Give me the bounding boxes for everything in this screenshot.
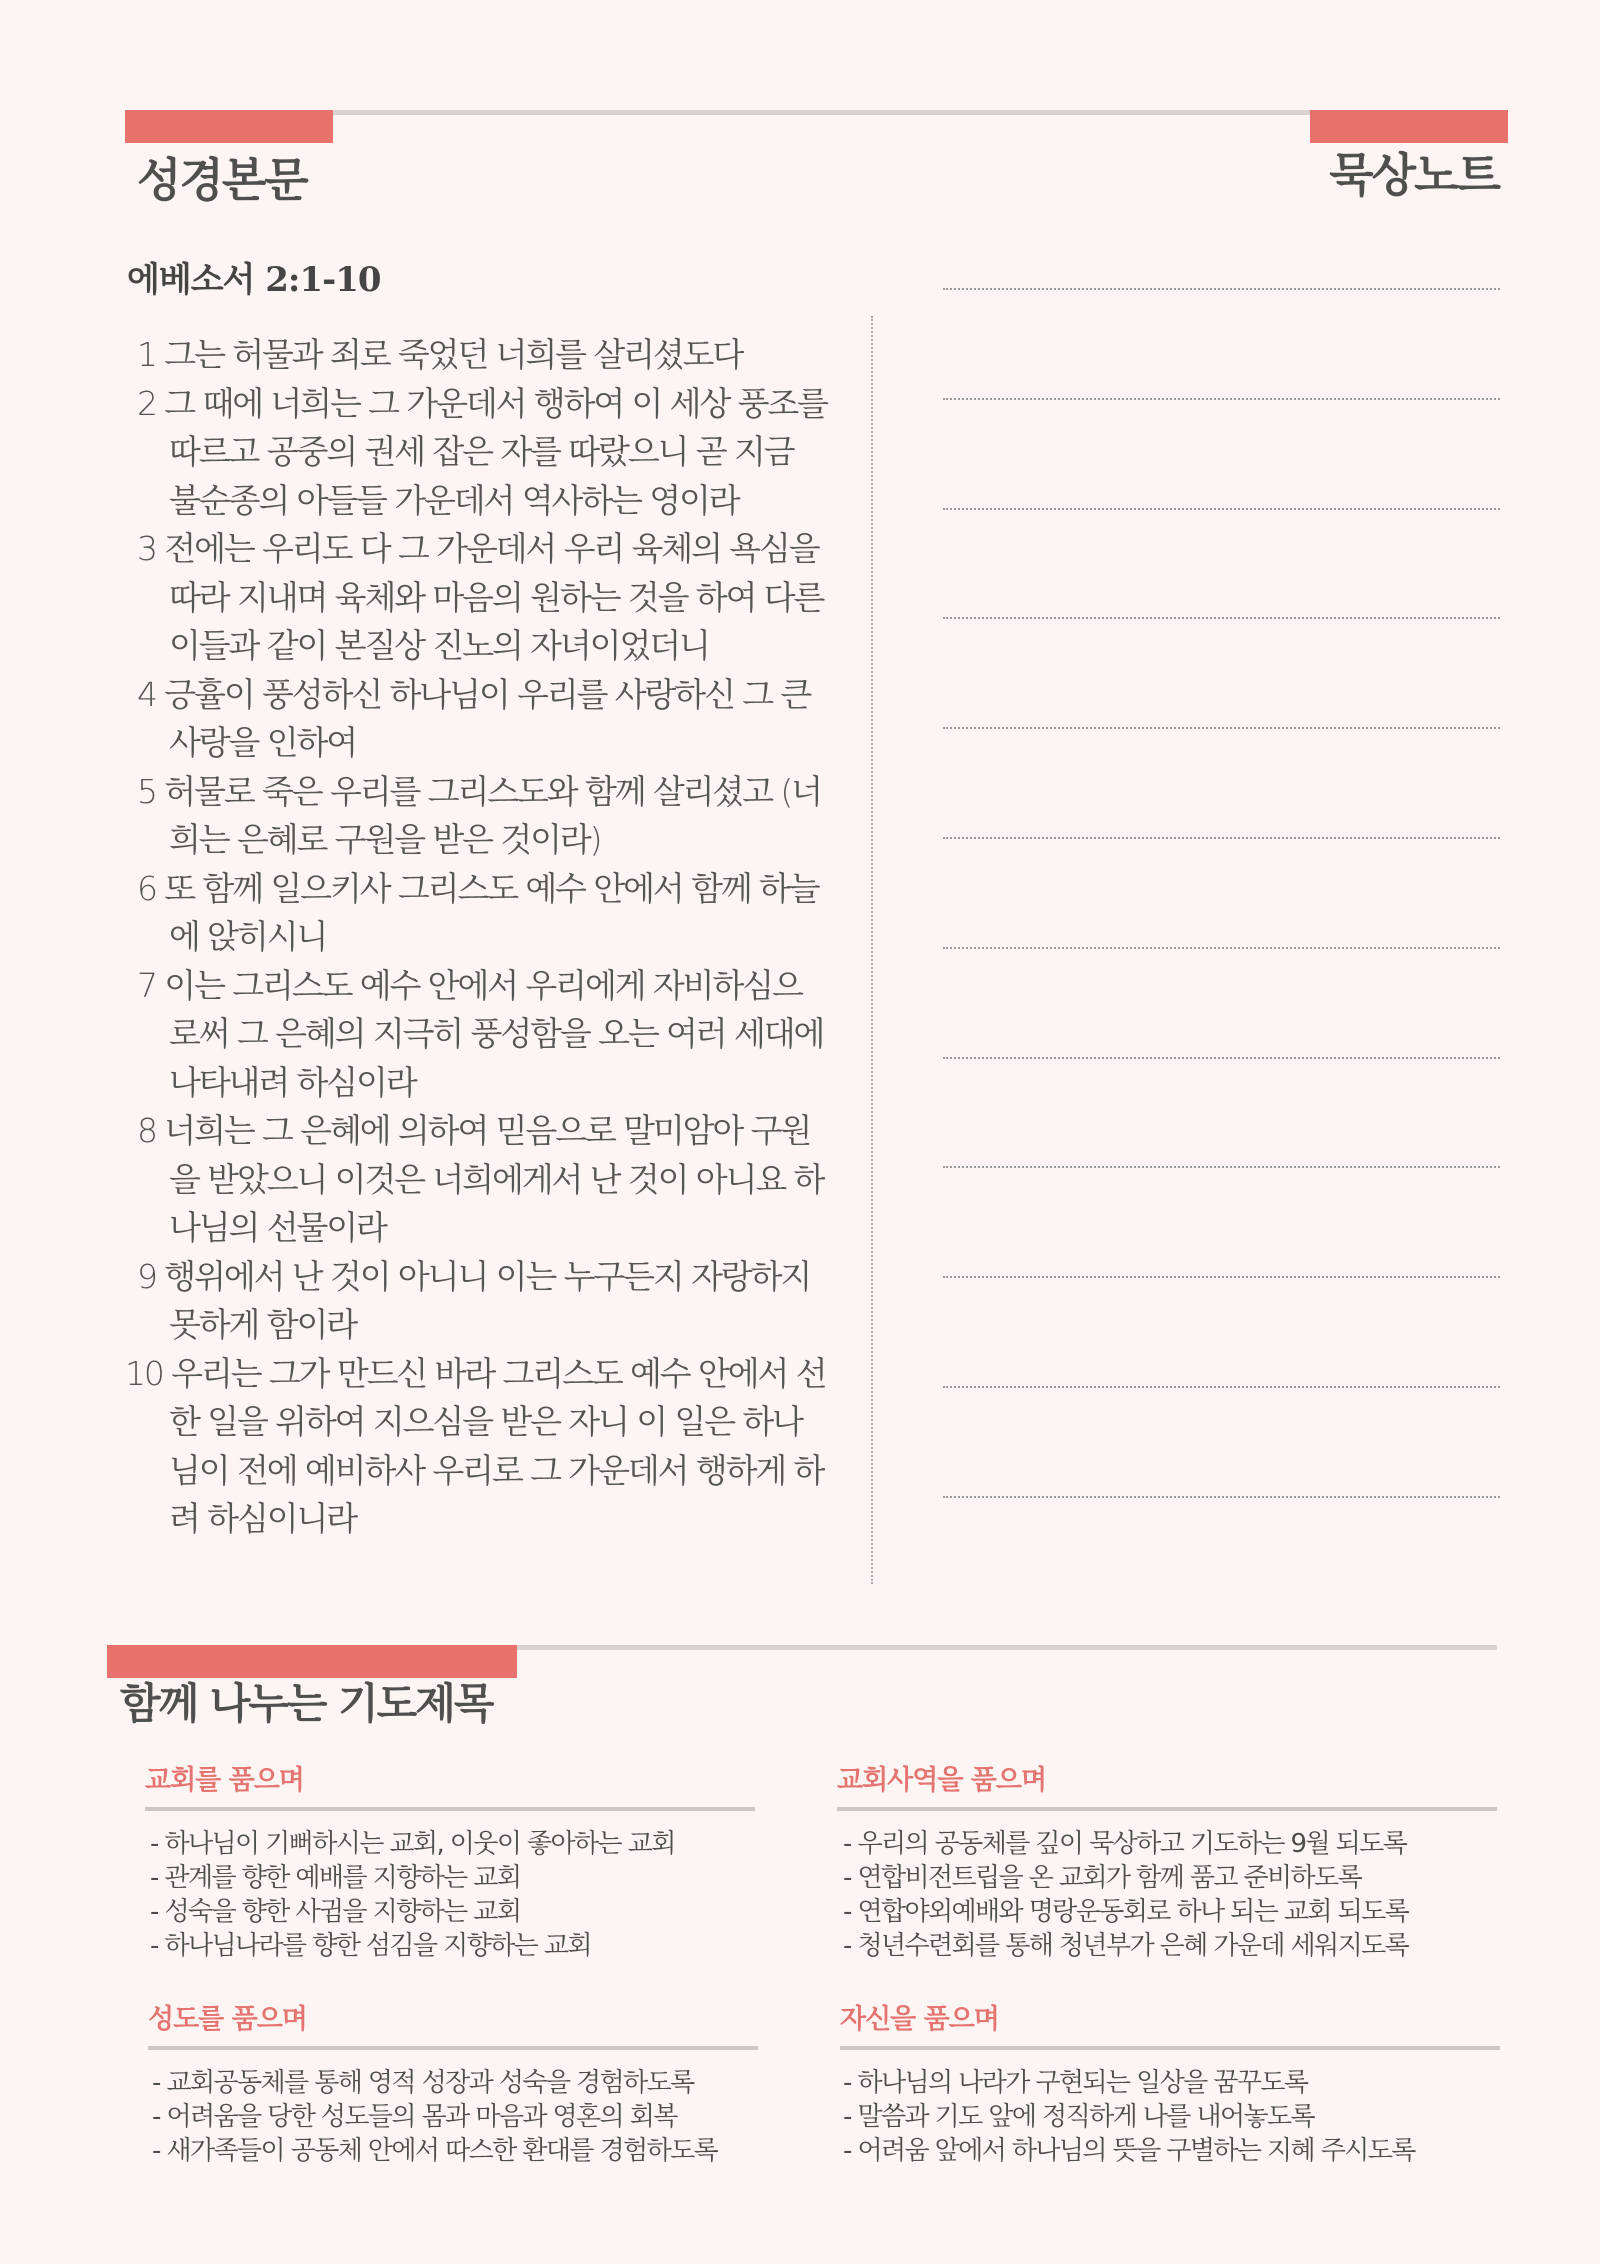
notes-section-title: 묵상노트 — [1329, 148, 1499, 202]
verse-7: 7 이는 그리스도 예수 안에서 우리에게 자비하심으로써 그 은혜의 지극히 풍성함을 오는 여러 세대에 나타내려 하심이라 — [137, 965, 824, 1102]
prayer-list — [843, 2066, 1415, 2168]
column-divider — [871, 316, 873, 1584]
list-item: - 하나님의 나라가 구현되는 일상을 꿈꾸도록 — [843, 2068, 1308, 2098]
verse-9: 9 행위에서 난 것이 아니니 이는 누구든지 자랑하지 못하게 함이라 — [137, 1256, 811, 1344]
note-line — [943, 508, 1500, 510]
verse-2: 2 그 때에 너희는 그 가운데서 행하여 이 세상 풍조를 따르고 공중의 권세 잡은 자를 따랐으니 곧 지금 불순종의 아들들 가운데서 역사하는 영이라 — [137, 383, 827, 520]
verse-8: 8 너희는 그 은혜에 의하여 믿음으로 말미암아 구원을 받았으니 이것은 너희에게서 난 것이 아니요 하나님의 선물이라 — [137, 1111, 824, 1247]
category-rule — [840, 2046, 1500, 2050]
note-line — [943, 398, 1500, 400]
prayer-list — [843, 1827, 1408, 1963]
category-rule — [145, 1807, 755, 1811]
category-rule — [837, 1807, 1497, 1811]
list-item: - 성숙을 향한 사귐을 지향하는 교회 — [150, 1897, 521, 1927]
header-accent-left — [125, 110, 333, 143]
list-item: - 말씀과 기도 앞에 정직하게 나를 내어놓도록 — [843, 2102, 1315, 2132]
list-item: - 우리의 공동체를 깊이 묵상하고 기도하는 9월 되도록 — [843, 1829, 1407, 1859]
list-item: - 청년수련회를 통해 청년부가 은혜 가운데 세워지도록 — [843, 1931, 1409, 1961]
list-item: - 연합비전트립을 온 교회가 함께 품고 준비하도록 — [843, 1863, 1362, 1893]
verse-4: 4 긍휼이 풍성하신 하나님이 우리를 사랑하신 그 큰 사랑을 인하여 — [137, 674, 811, 762]
note-line — [943, 947, 1500, 949]
scripture-passage — [125, 331, 827, 1544]
list-item: - 연합야외예배와 명랑운동회로 하나 되는 교회 되도록 — [843, 1897, 1409, 1927]
passage-reference: 에베소서 2:1-10 — [127, 260, 381, 300]
list-item: - 하나님나라를 향한 섬김을 지향하는 교회 — [150, 1931, 591, 1961]
note-line — [943, 727, 1500, 729]
list-item: - 새가족들이 공동체 안에서 따스한 환대를 경험하도록 — [152, 2136, 718, 2166]
note-line — [943, 1496, 1500, 1498]
note-line — [943, 1057, 1500, 1059]
prayer-list — [152, 2066, 717, 2168]
note-line — [943, 837, 1500, 839]
prayer-category-title: 교회사역을 품으며 — [837, 1765, 1047, 1796]
verse-10: 10 우리는 그가 만드신 바라 그리스도 예수 안에서 선한 일을 위하여 지으심을 받은 자니 이 일은 하나님이 전에 예비하사 우리로 그 가운데서 행하게 하려 하심이니라 — [125, 1353, 826, 1538]
note-line — [943, 1276, 1500, 1278]
list-item: - 하나님이 기뻐하시는 교회, 이웃이 좋아하는 교회 — [150, 1829, 675, 1859]
prayer-accent — [107, 1645, 517, 1678]
verse-5: 5 허물로 죽은 우리를 그리스도와 함께 살리셨고 (너희는 은혜로 구원을 받은 것이라) — [137, 771, 821, 859]
list-item: - 교회공동체를 통해 영적 성장과 성숙을 경험하도록 — [152, 2068, 694, 2098]
note-line — [943, 1166, 1500, 1168]
header-accent-right — [1310, 110, 1508, 143]
prayer-section-title: 함께 나누는 기도제목 — [120, 1679, 493, 1728]
prayer-category-title: 교회를 품으며 — [145, 1765, 304, 1796]
verse-3: 3 전에는 우리도 다 그 가운데서 우리 육체의 욕심을 따라 지내며 육체와 마음의 원하는 것을 하여 다른 이들과 같이 본질상 진노의 자녀이었더니 — [137, 529, 824, 665]
note-line — [943, 1386, 1500, 1388]
note-line — [943, 617, 1500, 619]
category-rule — [148, 2046, 758, 2050]
list-item: - 관계를 향한 예배를 지향하는 교회 — [150, 1863, 521, 1893]
bible-section-title: 성경본문 — [137, 153, 307, 207]
list-item: - 어려움 앞에서 하나님의 뜻을 구별하는 지혜 주시도록 — [843, 2136, 1415, 2166]
verse-1: 1 그는 허물과 죄로 죽었던 너희를 살리셨도다 — [137, 335, 743, 374]
list-item: - 어려움을 당한 성도들의 몸과 마음과 영혼의 회복 — [152, 2102, 677, 2132]
verse-6: 6 또 함께 일으키사 그리스도 예수 안에서 함께 하늘에 앉히시니 — [137, 868, 819, 956]
prayer-list — [150, 1827, 675, 1963]
note-line — [943, 288, 1500, 290]
prayer-category-title: 자신을 품으며 — [840, 2004, 999, 2035]
prayer-category-title: 성도를 품으며 — [148, 2004, 307, 2035]
